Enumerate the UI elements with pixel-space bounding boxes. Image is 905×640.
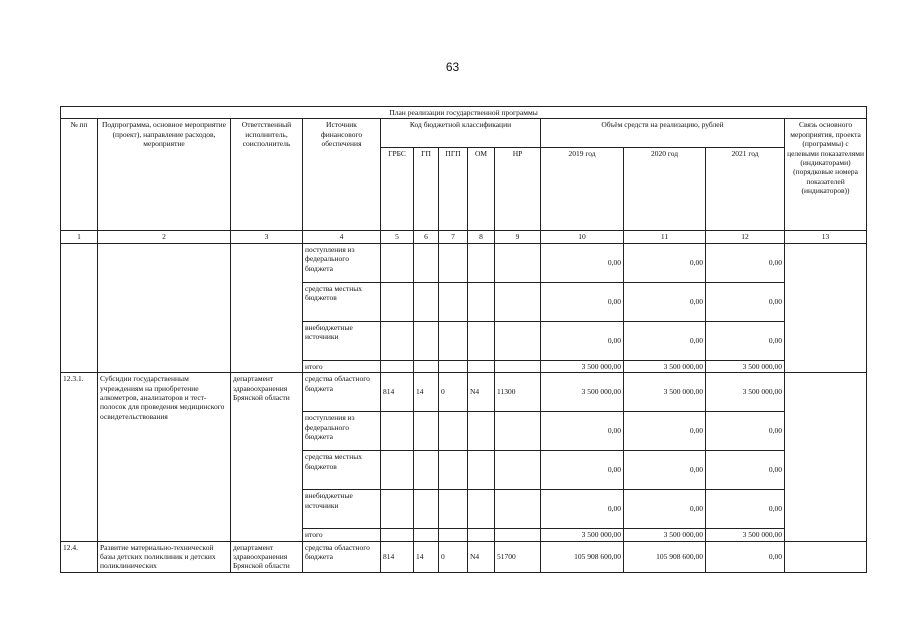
col-number: 2: [98, 231, 231, 243]
cell-2021: 0,00: [706, 451, 785, 490]
cell-nr: 11300: [495, 373, 541, 412]
table-row: [61, 373, 867, 412]
cell-pgp: 0: [439, 541, 468, 572]
cell-2020: 0,00: [624, 282, 706, 321]
cell-2021: 0,00: [706, 282, 785, 321]
cell-total-label: итого: [303, 529, 381, 541]
header-no: № пп: [61, 119, 98, 231]
cell-2021: 0,00: [706, 490, 785, 529]
header-grbs: ГРБС: [381, 148, 414, 231]
cell-subprogram: [98, 243, 231, 372]
cell-source: средства местных бюджетов: [303, 282, 381, 321]
cell-2019: 105 908 600,00: [541, 541, 624, 572]
table-row: [61, 541, 867, 572]
header-2020: 2020 год: [624, 148, 706, 231]
cell-no: [61, 243, 98, 372]
cell-2021: 0,00: [706, 243, 785, 282]
header-2019: 2019 год: [541, 148, 624, 231]
col-number: 12: [706, 231, 785, 243]
header-budget-code: Код бюджетной классификации: [381, 119, 541, 148]
header-gp: ГП: [414, 148, 439, 231]
col-number: 8: [468, 231, 495, 243]
cell-2019: 0,00: [541, 451, 624, 490]
cell-responsible: департамент здравоохранения Брянской области: [231, 541, 303, 572]
header-subprogram: Подпрограмма, основное мероприятие (проект), направление расходов, мероприятие: [98, 119, 231, 231]
cell-source: средства местных бюджетов: [303, 451, 381, 490]
cell-2021: 0,00: [706, 321, 785, 360]
col-number: 4: [303, 231, 381, 243]
header-row: [61, 119, 867, 148]
col-number: 9: [495, 231, 541, 243]
cell-2020: 0,00: [624, 243, 706, 282]
cell-2020: 0,00: [624, 321, 706, 360]
cell-2020: 0,00: [624, 412, 706, 451]
table-title-row: [61, 107, 867, 119]
cell-total-2019: 3 500 000,00: [541, 529, 624, 541]
cell-2019: 0,00: [541, 243, 624, 282]
cell-grbs: 814: [381, 373, 414, 412]
cell-source: поступления из федерального бюджета: [303, 243, 381, 282]
cell-om: N4: [468, 541, 495, 572]
cell-total-2019: 3 500 000,00: [541, 360, 624, 372]
cell-total-2021: 3 500 000,00: [706, 360, 785, 372]
cell-gp: 14: [414, 541, 439, 572]
cell-subprogram: Развитие материально-технической базы детских поликлиник и детских поликлинических: [98, 541, 231, 572]
cell-2021: 0,00: [706, 412, 785, 451]
header-om: ОМ: [468, 148, 495, 231]
header-source: Источник финансового обеспечения: [303, 119, 381, 231]
cell-source: средства областного бюджета: [303, 373, 381, 412]
cell-2020: 0,00: [624, 451, 706, 490]
cell-2019: 0,00: [541, 321, 624, 360]
col-number: 13: [785, 231, 867, 243]
cell-nr: 51700: [495, 541, 541, 572]
cell-2021: 3 500 000,00: [706, 373, 785, 412]
cell-om: N4: [468, 373, 495, 412]
cell-responsible: департамент здравоохранения Брянской области: [231, 373, 303, 541]
cell-2019: 0,00: [541, 490, 624, 529]
cell-total-2020: 3 500 000,00: [624, 360, 706, 372]
cell-2020: 105 908 600,00: [624, 541, 706, 572]
cell-pgp: 0: [439, 373, 468, 412]
cell-total-2021: 3 500 000,00: [706, 529, 785, 541]
cell-2019: 3 500 000,00: [541, 373, 624, 412]
col-number: 3: [231, 231, 303, 243]
cell-source: поступления из федерального бюджета: [303, 412, 381, 451]
header-nr: НР: [495, 148, 541, 231]
cell-gp: 14: [414, 373, 439, 412]
cell-responsible: [231, 243, 303, 372]
cell-total-label: итого: [303, 360, 381, 372]
header-2021: 2021 год: [706, 148, 785, 231]
cell-link: [785, 373, 867, 541]
cell-2020: 0,00: [624, 490, 706, 529]
cell-total-2020: 3 500 000,00: [624, 529, 706, 541]
cell-no: 12.3.1.: [61, 373, 98, 541]
cell-no: 12.4.: [61, 541, 98, 572]
col-number: 7: [439, 231, 468, 243]
header-responsible: Ответственный исполнитель, соисполнитель: [231, 119, 303, 231]
cell-2019: 0,00: [541, 282, 624, 321]
col-number: 1: [61, 231, 98, 243]
col-number: 11: [624, 231, 706, 243]
cell-source: внебюджетные источники: [303, 490, 381, 529]
header-pgp: ПГП: [439, 148, 468, 231]
page-number: 63: [445, 60, 460, 74]
header-link: Связь основного мероприятия, проекта (программы) с целевыми показателями (индикаторами) (порядковые номера показателей (индикаторов)): [785, 119, 867, 231]
cell-subprogram: Субсидии государственным учреждениям на приобретение алкометров, анализаторов и тест-полосок для проведения медицинского освидетельствования: [98, 373, 231, 541]
cell-grbs: 814: [381, 541, 414, 572]
cell-link: [785, 541, 867, 572]
plan-table: [60, 106, 867, 573]
column-number-row: [61, 231, 867, 243]
col-number: 10: [541, 231, 624, 243]
table-row: [61, 243, 867, 282]
header-funds: Объём средств на реализацию, рублей: [541, 119, 785, 148]
cell-source: внебюджетные источники: [303, 321, 381, 360]
cell-2019: 0,00: [541, 412, 624, 451]
cell-source: средства областного бюджета: [303, 541, 381, 572]
cell-2021: 0,00: [706, 541, 785, 572]
col-number: 5: [381, 231, 414, 243]
table-title: План реализации государственной программы: [61, 107, 867, 119]
cell-2020: 3 500 000,00: [624, 373, 706, 412]
col-number: 6: [414, 231, 439, 243]
cell-link: [785, 243, 867, 372]
